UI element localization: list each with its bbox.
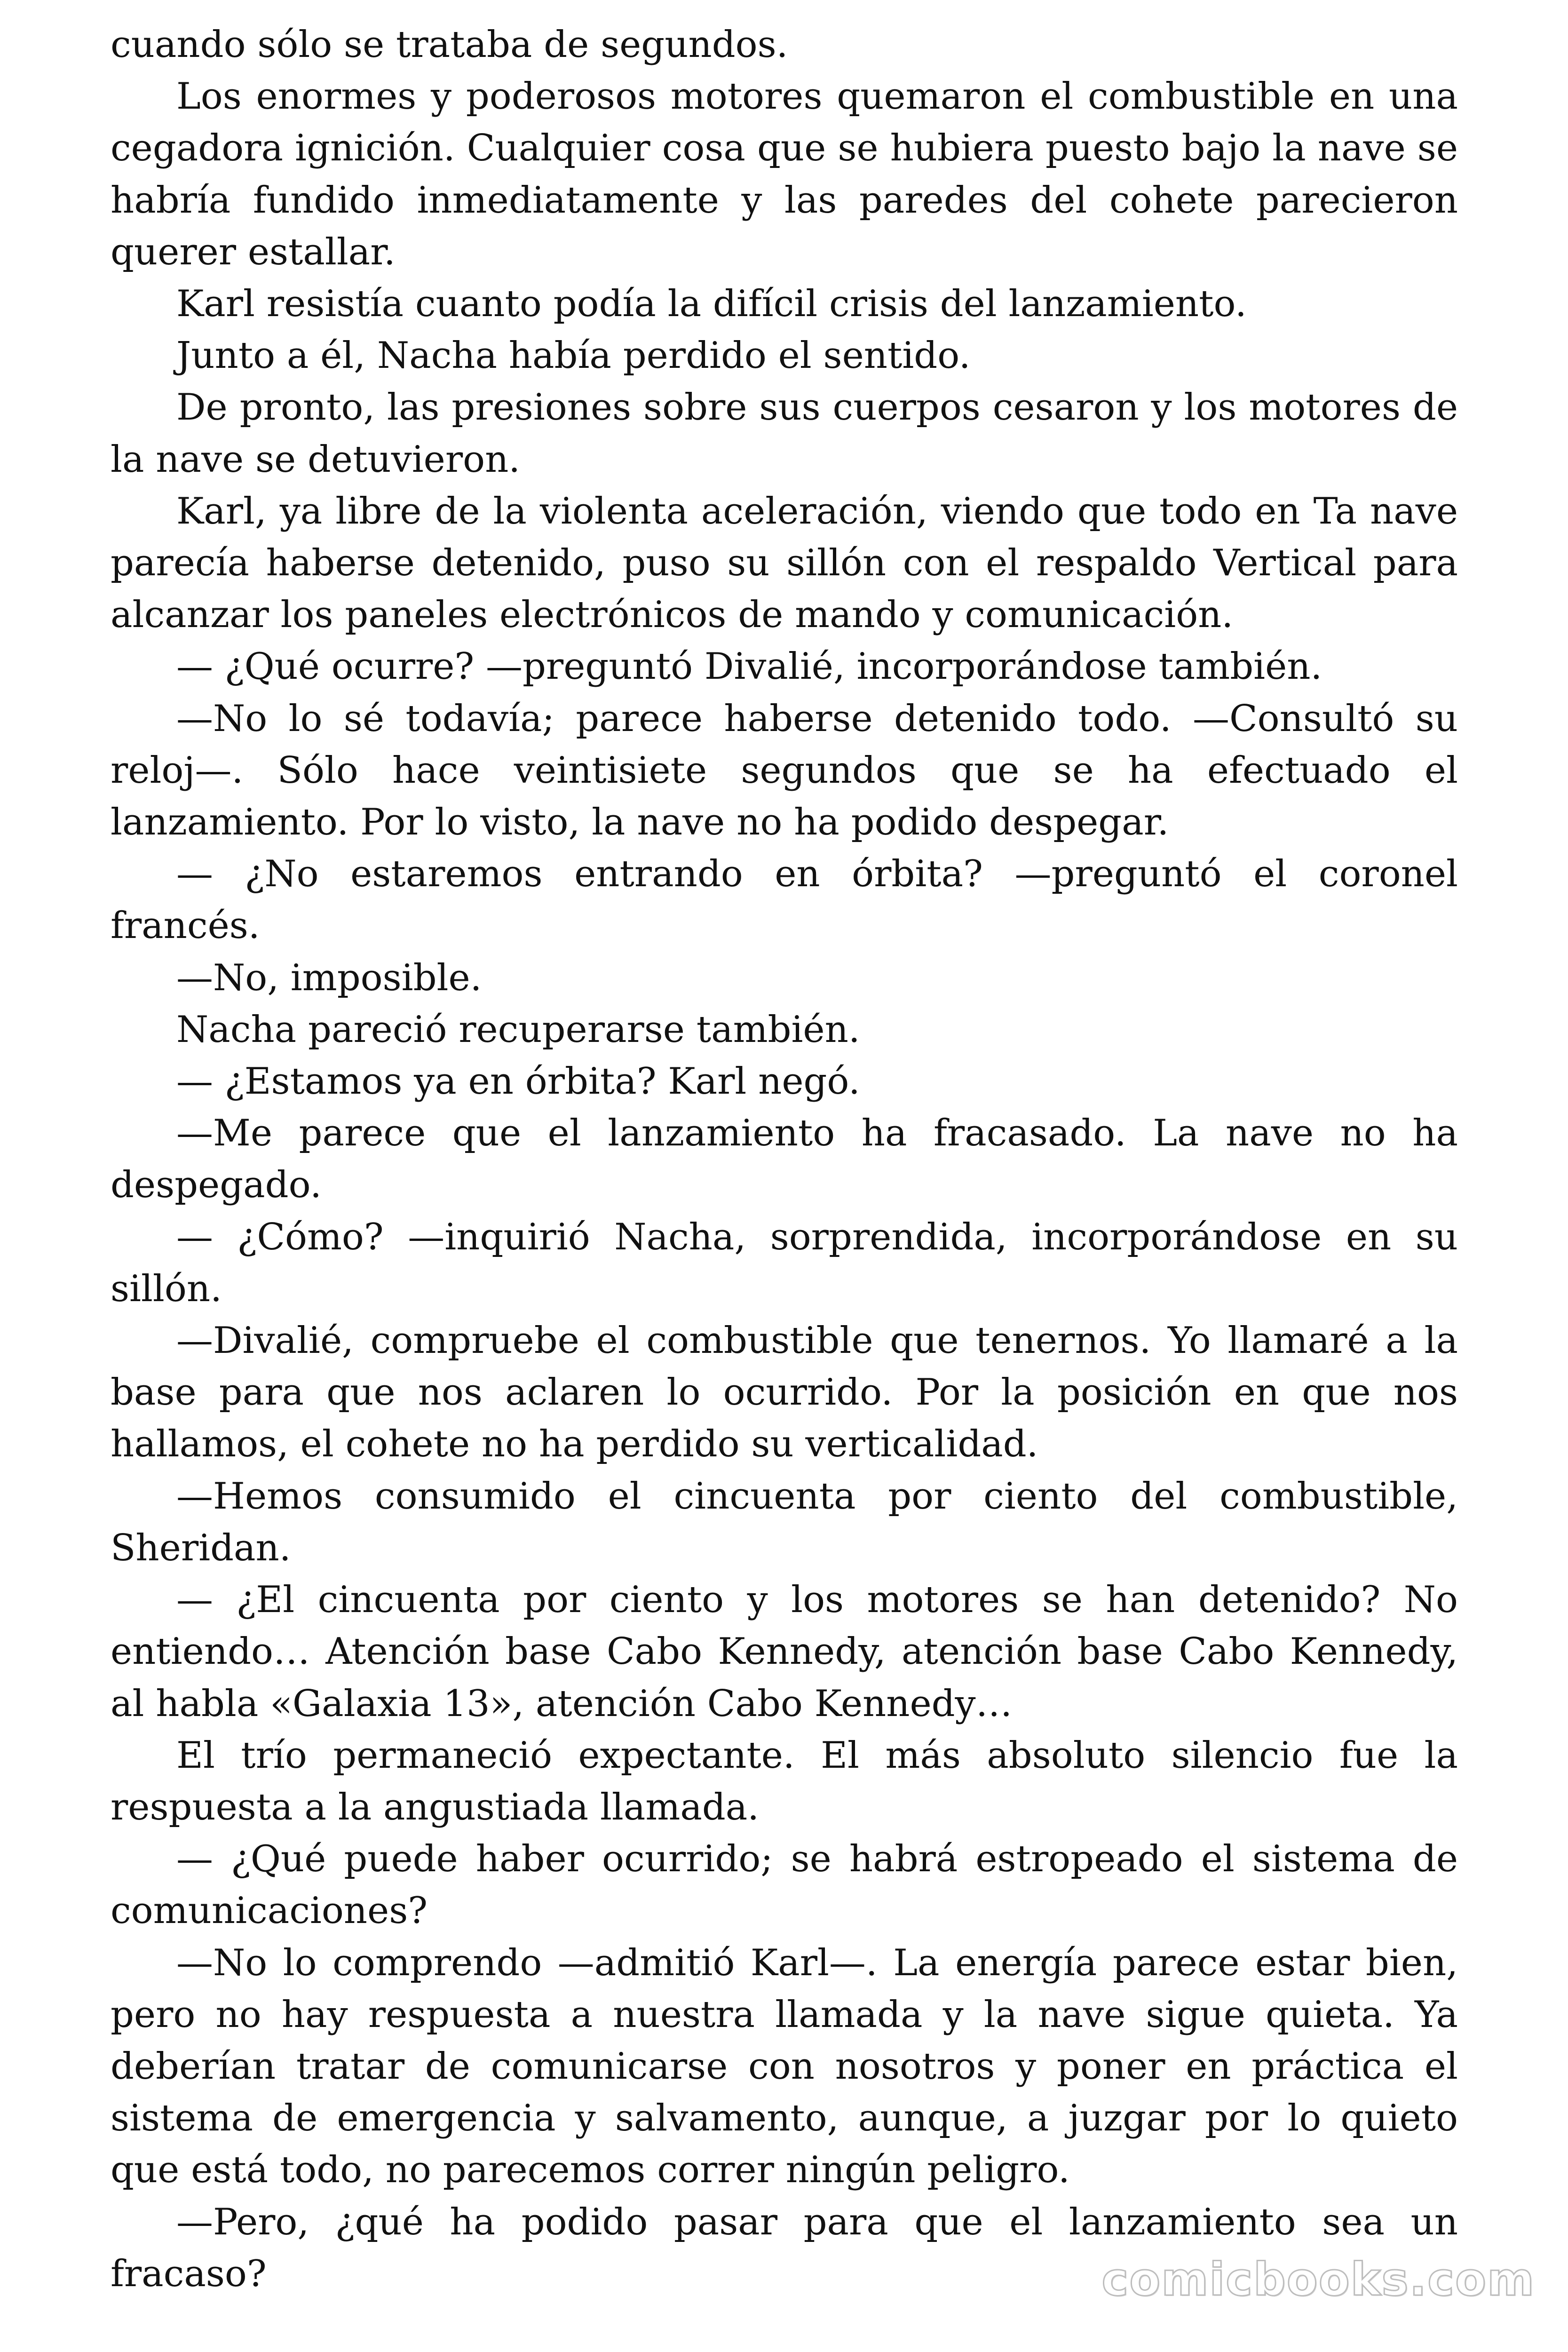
- watermark: comicbooks.com: [1101, 2253, 1535, 2306]
- paragraph-15: —Divalié, compruebe el combustible que tenernos. Yo llamaré a la base para que nos aclaren lo ocurrido. Por la posición en que nos hallamos, el cohete no ha perdido su verticalidad.: [111, 1319, 1458, 1466]
- paragraph-8: —No lo sé todavía; parece haberse detenido todo. —Consultó su reloj—. Sólo hace veintisiete segundos que se ha efectuado el lanzamiento. Por lo visto, la nave no ha podido despegar.: [111, 697, 1458, 844]
- paragraph-5: De pronto, las presiones sobre sus cuerpos cesaron y los motores de la nave se detuvieron.: [111, 386, 1458, 481]
- paragraph-9: — ¿No estaremos entrando en órbita? —preguntó el coronel francés.: [111, 853, 1458, 947]
- paragraph-21: —Pero, ¿qué ha podido pasar para que el lanzamiento sea un fracaso?: [111, 2201, 1458, 2295]
- paragraph-10: —No, imposible.: [176, 956, 482, 999]
- paragraph-20: —No lo comprendo —admitió Karl—. La energía parece estar bien, pero no hay respuesta a nuestra llamada y la nave sigue quieta. Ya deberían tratar de comunicarse con nosotros y poner en práctica el sistema de emergencia y salvamento, aunque, a juzgar por lo quieto que está todo, no parecemos correr ningún peligro.: [111, 1941, 1458, 2192]
- paragraph-6: Karl, ya libre de la violenta aceleración, viendo que todo en Ta nave parecía haberse detenido, puso su sillón con el respaldo Vertical para alcanzar los paneles electrónicos de mando y comunicación.: [111, 490, 1458, 636]
- paragraph-19: — ¿Qué puede haber ocurrido; se habrá estropeado el sistema de comunicaciones?: [111, 1838, 1458, 1932]
- paragraph-16: —Hemos consumido el cincuenta por ciento del combustible, Sheridan.: [111, 1475, 1458, 1569]
- paragraph-18: El trío permaneció expectante. El más absoluto silencio fue la respuesta a la angustiada llamada.: [111, 1734, 1458, 1828]
- paragraph-4: Junto a él, Nacha había perdido el sentido.: [176, 334, 971, 377]
- paragraph-3: Karl resistía cuanto podía la difícil crisis del lanzamiento.: [176, 283, 1247, 326]
- paragraph-11: Nacha pareció recuperarse también.: [176, 1008, 860, 1051]
- book-page-text: [111, 19, 1458, 2300]
- paragraph-17: — ¿El cincuenta por ciento y los motores se han detenido? No entiendo… Atención base Cabo Kennedy, atención base Cabo Kennedy, al habla «Galaxia 13», atención Cabo Kennedy…: [111, 1579, 1458, 1725]
- paragraph-14: — ¿Cómo? —inquirió Nacha, sorprendida, incorporándose en su sillón.: [111, 1216, 1458, 1310]
- paragraph-13: —Me parece que el lanzamiento ha fracasado. La nave no ha despegado.: [111, 1112, 1458, 1207]
- paragraph-1: cuando sólo se trataba de segundos.: [111, 24, 788, 66]
- paragraph-12: — ¿Estamos ya en órbita? Karl negó.: [176, 1060, 860, 1103]
- paragraph-2: Los enormes y poderosos motores quemaron el combustible en una cegadora ignición. Cualquier cosa que se hubiera puesto bajo la nave se habría fundido inmediatamente y las paredes del cohete parecieron querer estallar.: [111, 75, 1458, 273]
- paragraph-7: — ¿Qué ocurre? —preguntó Divalié, incorporándose también.: [176, 645, 1323, 688]
